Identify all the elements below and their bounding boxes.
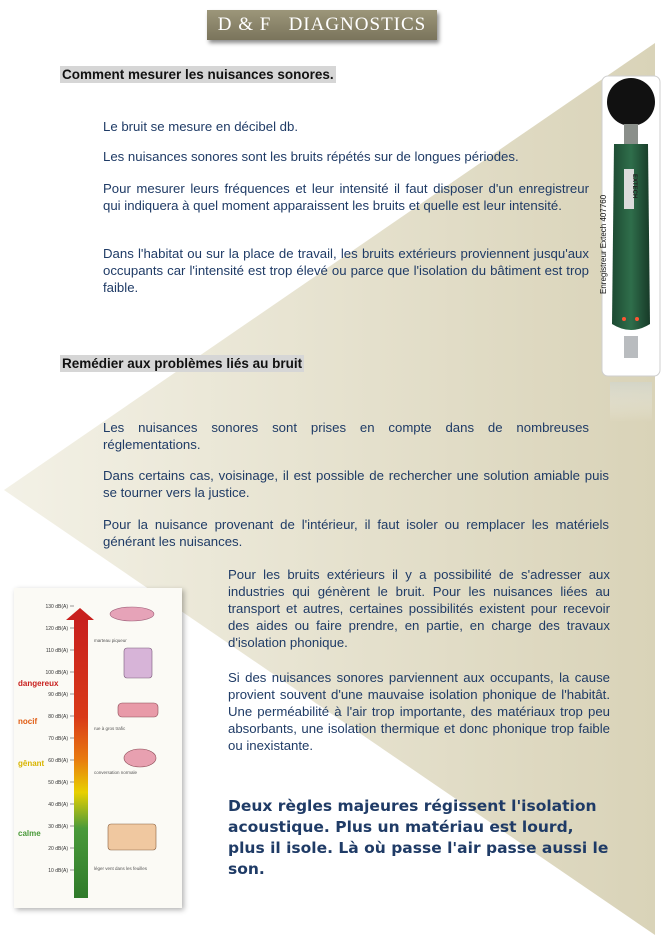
scale-level-label: 30 dB(A) [48,824,68,830]
scale-category-0: dangereux [18,679,59,688]
scale-level-label: 20 dB(A) [48,846,68,852]
paragraph: Dans certains cas, voisinage, il est possible de rechercher une solution amiable puis se tourner vers la justice. [103,468,609,500]
scale-level-label: 10 dB(A) [48,868,68,874]
paragraph: Dans l'habitat ou sur la place de travail, les bruits extérieurs proviennent jusqu'aux occupants car l'intensité est trop élevé ou parce que l'isolation du bâtiment est trop faible. [103,246,589,295]
company-logo: D & F DIAGNOSTICS [207,10,437,40]
conclusion-text: Deux règles majeures régissent l'isolation acoustique. Plus un matériau est lourd, plus il isole. Là où passe l'air passe aussi le son. [228,797,609,878]
scale-level-label: 110 dB(A) [45,648,68,654]
lawnmower-icon [118,703,158,717]
scale-bar [74,620,88,898]
scale-category-1: nocif [18,717,38,726]
scale-level-label: 40 dB(A) [48,802,68,808]
scale-level-label: 70 dB(A) [48,736,68,742]
scale-caption-2: conversation normale [94,770,138,775]
section-title-measure: Comment mesurer les nuisances sonores. [62,67,334,82]
scale-caption-0: marteau piqueur [94,638,127,643]
scale-category-3: calme [18,829,41,838]
vacuum-icon [124,749,156,767]
section-title-remedy: Remédier aux problèmes liés au bruit [62,356,303,371]
paragraph: Les nuisances sonores sont les bruits répétés sur de longues périodes. [103,149,519,164]
scale-level-label: 50 dB(A) [48,780,68,786]
meter-caption: Enregistreur Extech 407760 [599,194,608,294]
paragraph: Pour mesurer leurs fréquences et leur intensité il faut disposer d'un enregistreur qui indiquera à quel moment apparaissent les bruits et quelle est leur intensité. [103,181,589,213]
paragraph: Si des nuisances sonores parviennent aux occupants, la cause provient souvent d'une mauvaise isolation phonique de l'habitât. Une perméabilité à l'air trop importante, des matériaux trop peu absorbants, une isolation thermique et donc phonique trop faible ou inexistante. [228,670,610,753]
scale-caption-1: rue à gros trafic [94,726,126,731]
scale-level-label: 120 dB(A) [45,626,68,632]
scale-caption-3: léger vent dans les feuilles [94,866,148,871]
paragraph: Pour la nuisance provenant de l'intérieur, il faut isoler ou remplacer les matériels générant les nuisances. [103,517,609,549]
scale-level-label: 130 dB(A) [45,604,68,610]
sound-meter-image [600,74,662,426]
scale-level-label: 60 dB(A) [48,758,68,764]
scale-arrow-head [66,608,94,620]
airplane-icon [110,607,154,621]
bed-icon [108,824,156,850]
scale-level-label: 80 dB(A) [48,714,68,720]
meter-brand: EXTECH [631,174,637,199]
paragraph: Pour les bruits extérieurs il y a possibilité de s'adresser aux industries qui génèrent le bruit. Pour les nuisances liées au transport et autres, certaines possibilités existent pour recevoir des aides ou faire prendre, en partie, en charge des travaux d'isolation phonique. [228,567,610,650]
paragraph: Le bruit se mesure en décibel db. [103,119,298,134]
musician-icon [124,648,152,678]
noise-scale-chart [14,588,182,908]
scale-level-label: 90 dB(A) [48,692,68,698]
scale-category-2: gênant [18,759,45,768]
paragraph: Les nuisances sonores sont prises en compte dans de nombreuses réglementations. [103,420,589,452]
scale-level-label: 100 dB(A) [45,670,68,676]
